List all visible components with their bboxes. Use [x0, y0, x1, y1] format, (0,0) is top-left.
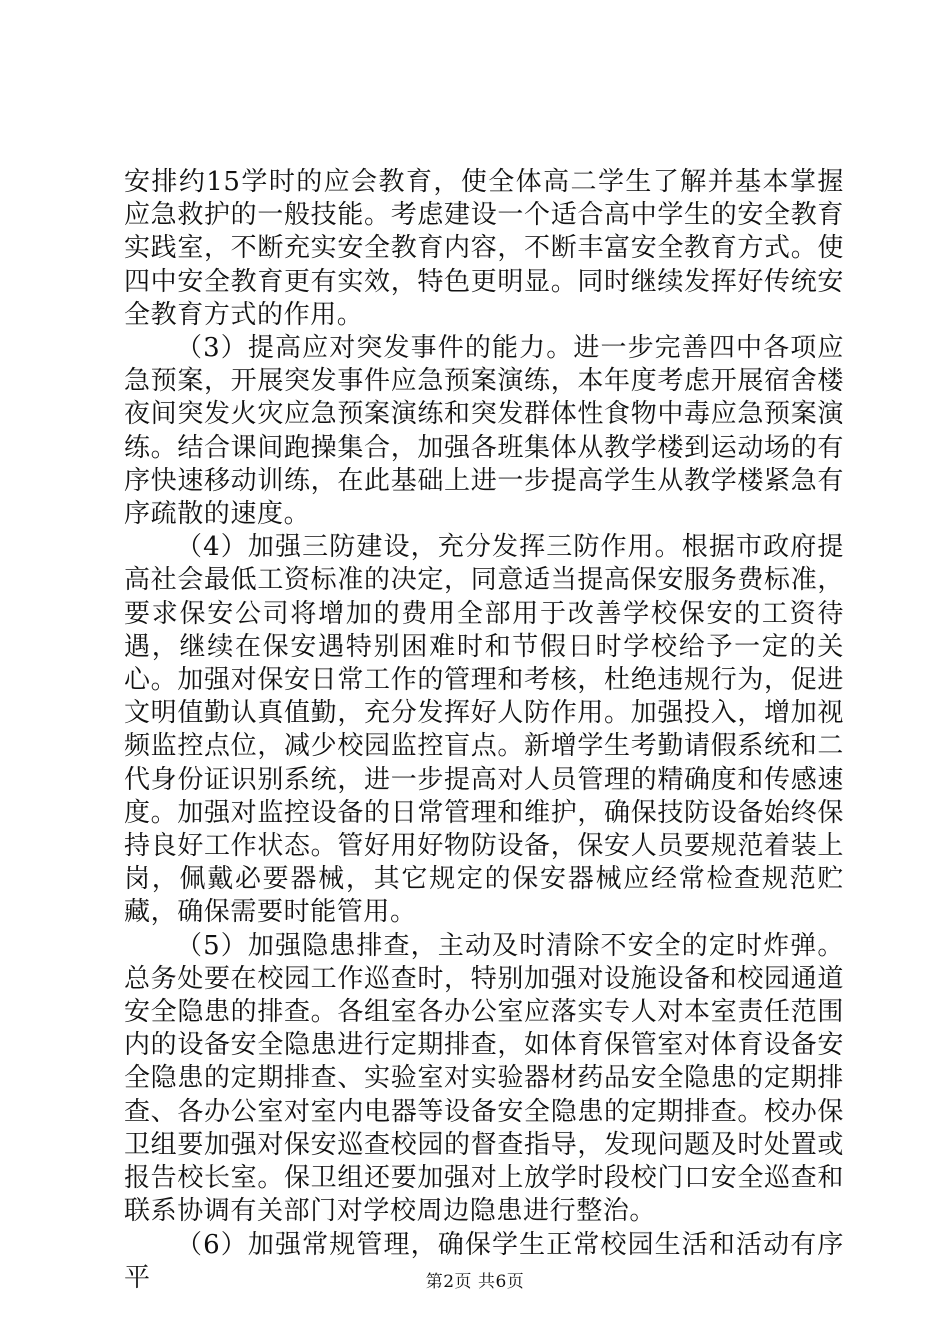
- paragraph-item-6: （6）加强常规管理，确保学生正常校园生活和活动有序平: [124, 1229, 844, 1293]
- page-footer: [0, 1270, 950, 1294]
- paragraph-item-4: （4）加强三防建设，充分发挥三防作用。根据市政府提高社会最低工资标准的决定，同意适当提高保安服务费标准，要求保安公司将增加的费用全部用于改善学校保安的工资待遇，继续在保安遇特别困难时和节假日时学校给予一定的关心。加强对保安日常工作的管理和考核，杜绝违规行为，促进文明值勤认真值勤，充分发挥好人防作用。加强投入，增加视频监控点位，减少校园监控盲点。新增学生考勤请假系统和二代身份证识别系统，进一步提高对人员管理的精确度和传感速度。加强对监控设备的日常管理和维护，确保技防设备始终保持良好工作状态。管好用好物防设备，保安人员要规范着装上岗，佩戴必要器械，其它规定的保安器械应经常检查规范贮藏，确保需要时能管用。: [124, 532, 844, 928]
- paragraph-item-3: （3）提高应对突发事件的能力。进一步完善四中各项应急预案，开展突发事件应急预案演练，本年度考虑开展宿舍楼夜间突发火灾应急预案演练和突发群体性食物中毒应急预案演练。结合课间跑操集合，加强各班集体从教学楼到运动场的有序快速移动训练，在此基础上进一步提高学生从教学楼紧急有序疏散的速度。: [124, 333, 844, 530]
- page-number: 第2页 共6页: [425, 1272, 525, 1292]
- paragraph-continuation: 安排约15学时的应会教育，使全体高二学生了解并基本掌握应急救护的一般技能。考虑建设一个适合高中学生的安全教育实践室，不断充实安全教育内容，不断丰富安全教育方式。使四中安全教育更有实效，特色更明显。同时继续发挥好传统安全教育方式的作用。: [124, 167, 844, 330]
- paragraph-item-5: （5）加强隐患排查，主动及时清除不安全的定时炸弹。总务处要在校园工作巡查时，特别加强对设施设备和校园通道安全隐患的排查。各组室各办公室应落实专人对本室责任范围内的设备安全隐患进行定期排查，如体育保管室对体育设备安全隐患的定期排查、实验室对实验器材药品安全隐患的定期排查、各办公室对室内电器等设备安全隐患的定期排查。校办保卫组要加强对保安巡查校园的督查指导，发现问题及时处置或报告校长室。保卫组还要加强对上放学时段校门口安全巡查和联系协调有关部门对学校周边隐患进行整治。: [124, 930, 844, 1227]
- document-body: [124, 166, 844, 1295]
